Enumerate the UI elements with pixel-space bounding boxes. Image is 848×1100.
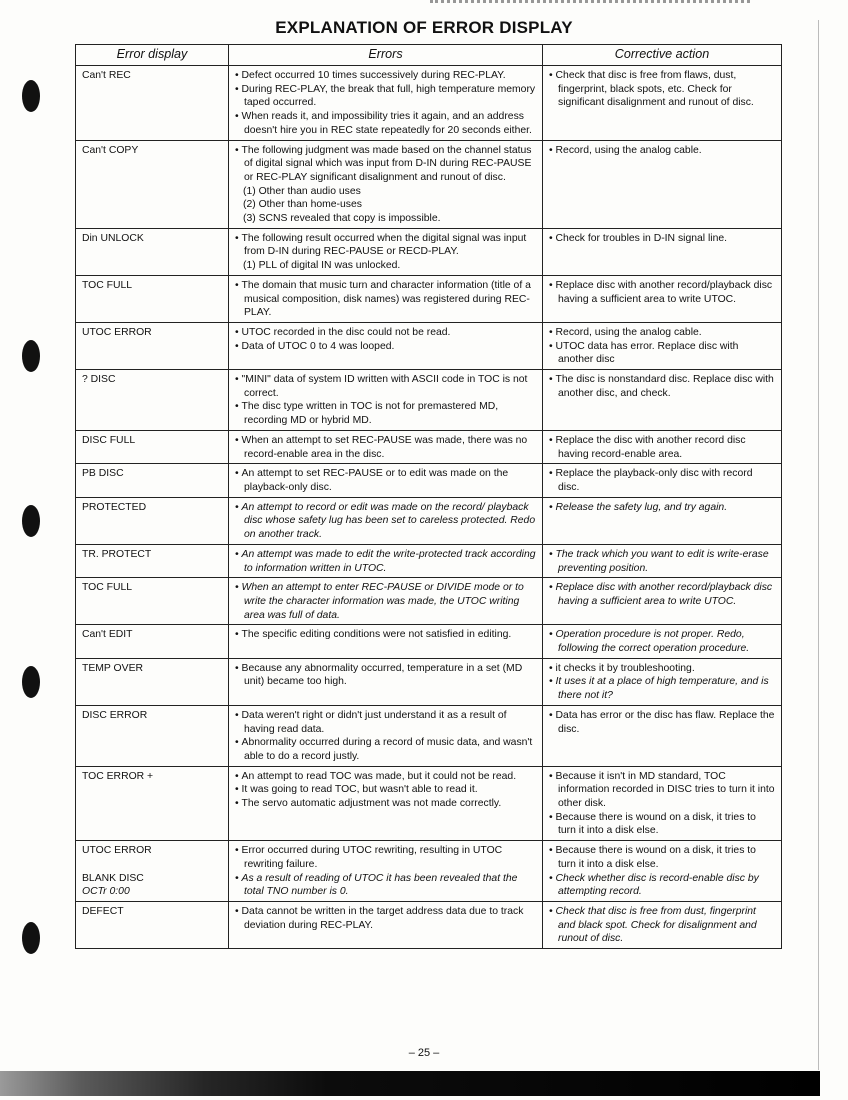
- corrective-action-cell: [543, 497, 782, 544]
- bullet-item: • It was going to read TOC, but wasn't able to read it.: [235, 783, 537, 797]
- bullet-item: • Because any abnormality occurred, temperature in a set (MD unit) became too high.: [235, 662, 537, 689]
- errors-cell: [229, 901, 543, 948]
- scan-artifact-top: [430, 0, 750, 9]
- bullet-item: • When an attempt to enter REC-PAUSE or DIVIDE mode or to write the character information was made, the UTOC writing area was full of data.: [235, 581, 537, 622]
- bullet-item: • Check that disc is free from flaws, dust, fingerprint, black spots, etc. Check for significant disalignment and runout of disc.: [549, 69, 776, 110]
- bullet-item: • UTOC data has error. Replace disc with another disc: [549, 340, 776, 367]
- errors-cell: [229, 705, 543, 766]
- error-display-cell: [76, 625, 229, 658]
- header-corrective-action: Corrective action: [543, 45, 782, 66]
- error-display-code: TEMP OVER: [82, 662, 144, 674]
- table-row: [76, 766, 782, 841]
- corrective-action-cell: [543, 140, 782, 228]
- corrective-action-cell: [543, 322, 782, 369]
- bullet-item: • The disc is nonstandard disc. Replace disc with another disc, and check.: [549, 373, 776, 400]
- bullet-item: • When an attempt to set REC-PAUSE was made, there was no record-enable area in the disc.: [235, 434, 537, 461]
- error-display-code: UTOC ERROR: [82, 326, 152, 338]
- error-display-cell: [76, 228, 229, 275]
- table-row: [76, 322, 782, 369]
- errors-cell: [229, 66, 543, 141]
- bullet-item: • When reads it, and impossibility tries it again, and an address doesn't hire you in REC state repeatedly for 20 seconds either.: [235, 110, 537, 137]
- table-row: [76, 625, 782, 658]
- errors-cell: [229, 464, 543, 497]
- corrective-action-cell: [543, 901, 782, 948]
- error-display-cell: [76, 140, 229, 228]
- error-display-table: [75, 44, 782, 949]
- bullet-item: • The specific editing conditions were not satisfied in editing.: [235, 628, 537, 642]
- errors-cell: [229, 625, 543, 658]
- error-display-code: TOC FULL: [82, 279, 133, 291]
- binder-hole: [22, 505, 40, 537]
- binder-hole: [22, 80, 40, 112]
- bullet-item: • The following result occurred when the digital signal was input from D-IN during REC-PAUSE or RECD-PLAY.: [235, 232, 537, 259]
- errors-cell: [229, 841, 543, 902]
- scan-artifact-right-edge: [818, 20, 819, 1070]
- bullet-item: • It uses it at a place of high temperature, and is there not it?: [549, 675, 776, 702]
- bullet-item: • Check for troubles in D-IN signal line.: [549, 232, 776, 246]
- error-display-code: DISC FULL: [82, 434, 136, 446]
- bullet-item: • it checks it by troubleshooting.: [549, 662, 776, 676]
- table-row: [76, 705, 782, 766]
- bullet-item: • An attempt to read TOC was made, but it could not be read.: [235, 770, 537, 784]
- error-display-code: UTOC ERROR: [82, 845, 152, 857]
- errors-cell: [229, 140, 543, 228]
- error-display-code: TR. PROTECT: [82, 548, 152, 560]
- page-title: EXPLANATION OF ERROR DISPLAY: [275, 18, 573, 37]
- table-row: [76, 228, 782, 275]
- header-error-display: Error display: [76, 45, 229, 66]
- header-errors: Errors: [229, 45, 543, 66]
- errors-cell: [229, 578, 543, 625]
- errors-cell: [229, 275, 543, 322]
- error-display-code: OCTr 0:00: [82, 886, 130, 898]
- table-header-row: [76, 45, 782, 66]
- bullet-item: • Data has error or the disc has flaw. Replace the disc.: [549, 709, 776, 736]
- corrective-action-cell: [543, 464, 782, 497]
- bullet-item: • Release the safety lug, and try again.: [549, 501, 776, 515]
- table-row: [76, 370, 782, 431]
- table-row: [76, 140, 782, 228]
- corrective-action-cell: [543, 544, 782, 577]
- error-display-cell: [76, 841, 229, 902]
- table-row: [76, 658, 782, 705]
- bullet-item: • Because it isn't in MD standard, TOC information recorded in DISC tries to turn it into other disk.: [549, 770, 776, 811]
- errors-cell: [229, 322, 543, 369]
- bullet-item: • The track which you want to edit is write-erase preventing position.: [549, 548, 776, 575]
- bullet-item: • Check that disc is free from dust, fingerprint and black spot. Check for disalignment and runout of disc.: [549, 905, 776, 946]
- sub-item: (2) Other than home-uses: [243, 199, 362, 211]
- errors-cell: [229, 430, 543, 463]
- table-row: [76, 464, 782, 497]
- error-display-code: TOC ERROR +: [82, 770, 154, 782]
- sub-item: (1) PLL of digital IN was unlocked.: [243, 260, 401, 272]
- corrective-action-cell: [543, 658, 782, 705]
- error-display-cell: [76, 370, 229, 431]
- bullet-item: • Because there is wound on a disk, it tries to turn it into a disk else.: [549, 811, 776, 838]
- error-display-cell: [76, 66, 229, 141]
- error-display-code: PB DISC: [82, 468, 124, 480]
- corrective-action-cell: [543, 228, 782, 275]
- bullet-item: • The disc type written in TOC is not for premastered MD, recording MD or hybrid MD.: [235, 400, 537, 427]
- corrective-action-cell: [543, 766, 782, 841]
- sub-item: (1) Other than audio uses: [243, 185, 361, 197]
- bullet-item: • Abnormality occurred during a record of music data, and wasn't able to do a record justly.: [235, 736, 537, 763]
- bullet-item: • UTOC recorded in the disc could not be read.: [235, 326, 537, 340]
- error-display-code: Can't COPY: [82, 144, 139, 156]
- table-row: [76, 544, 782, 577]
- bullet-item: • The domain that music turn and character information (title of a musical composition, disk names) was registered during REC-PLAY.: [235, 279, 537, 320]
- bullet-item: • The following judgment was made based on the channel status of digital signal which was input from D-IN during REC-PAUSE or REC-PLAY significant disalignment and runout of disc.: [235, 144, 537, 185]
- page-number: – 25 –: [408, 1047, 440, 1059]
- table-row: [76, 430, 782, 463]
- bullet-item: • The servo automatic adjustment was not made correctly.: [235, 797, 537, 811]
- bullet-item: • An attempt to set REC-PAUSE or to edit was made on the playback-only disc.: [235, 467, 537, 494]
- bullet-item: • Replace disc with another record/playback disc having a sufficient area to write UTOC.: [549, 279, 776, 306]
- error-display-code: Din UNLOCK: [82, 232, 144, 244]
- bullet-item: • Record, using the analog cable.: [549, 144, 776, 158]
- error-display-code: DISC ERROR: [82, 709, 148, 721]
- corrective-action-cell: [543, 430, 782, 463]
- bullet-item: • Data weren't right or didn't just understand it as a result of having read data.: [235, 709, 537, 736]
- corrective-action-cell: [543, 275, 782, 322]
- errors-cell: [229, 766, 543, 841]
- sub-item: (3) SCNS revealed that copy is impossible.: [243, 213, 441, 225]
- bullet-item: • An attempt was made to edit the write-protected track according to information written in UTOC.: [235, 548, 537, 575]
- scan-artifact-bottom-bar: [0, 1071, 820, 1096]
- corrective-action-cell: [543, 66, 782, 141]
- corrective-action-cell: [543, 841, 782, 902]
- error-display-cell: [76, 901, 229, 948]
- error-display-code: TOC FULL: [82, 582, 133, 594]
- error-display-code: Can't REC: [82, 70, 131, 81]
- bullet-item: • Replace disc with another record/playback disc having a sufficient area to write UTOC.: [549, 581, 776, 608]
- error-display-cell: [76, 766, 229, 841]
- error-display-cell: [76, 322, 229, 369]
- bullet-item: • Data of UTOC 0 to 4 was looped.: [235, 340, 537, 354]
- bullet-item: • "MINI" data of system ID written with ASCII code in TOC is not correct.: [235, 373, 537, 400]
- error-display-cell: [76, 578, 229, 625]
- error-display-cell: [76, 497, 229, 544]
- error-display-code: BLANK DISC: [82, 872, 144, 884]
- table-row: [76, 578, 782, 625]
- table-row: [76, 901, 782, 948]
- table-row: [76, 497, 782, 544]
- errors-cell: [229, 658, 543, 705]
- bullet-item: • Operation procedure is not proper. Redo, following the correct operation procedure.: [549, 628, 776, 655]
- table-body: [76, 66, 782, 949]
- error-display-cell: [76, 658, 229, 705]
- error-display-code: ? DISC: [82, 374, 116, 386]
- error-display-cell: [76, 705, 229, 766]
- binder-hole: [22, 922, 40, 954]
- error-display-code: DEFECT: [82, 905, 124, 917]
- error-display-code: [82, 858, 223, 872]
- error-display-cell: [76, 464, 229, 497]
- table-row: [76, 841, 782, 902]
- error-display-cell: [76, 275, 229, 322]
- binder-hole: [22, 666, 40, 698]
- errors-cell: [229, 544, 543, 577]
- error-display-cell: [76, 430, 229, 463]
- bullet-item: • Data cannot be written in the target address data due to track deviation during REC-PLAY.: [235, 905, 537, 932]
- corrective-action-cell: [543, 578, 782, 625]
- bullet-item: • Replace the playback-only disc with record disc.: [549, 467, 776, 494]
- bullet-item: • Check whether disc is record-enable disc by attempting record.: [549, 872, 776, 899]
- errors-cell: [229, 497, 543, 544]
- corrective-action-cell: [543, 705, 782, 766]
- errors-cell: [229, 370, 543, 431]
- bullet-item: • Error occurred during UTOC rewriting, resulting in UTOC rewriting failure.: [235, 844, 537, 871]
- bullet-item: • Because there is wound on a disk, it tries to turn it into a disk else.: [549, 844, 776, 871]
- bullet-item: • Record, using the analog cable.: [549, 326, 776, 340]
- table-row: [76, 66, 782, 141]
- error-display-cell: [76, 544, 229, 577]
- corrective-action-cell: [543, 625, 782, 658]
- error-display-code: PROTECTED: [82, 501, 147, 513]
- bullet-item: • An attempt to record or edit was made on the record/ playback disc whose safety lug has been set to careless protected. Redo on another track.: [235, 501, 537, 542]
- corrective-action-cell: [543, 370, 782, 431]
- bullet-item: • Defect occurred 10 times successively during REC-PLAY.: [235, 69, 537, 83]
- table-row: [76, 275, 782, 322]
- binder-hole: [22, 340, 40, 372]
- error-display-code: Can't EDIT: [82, 629, 133, 641]
- bullet-item: • As a result of reading of UTOC it has been revealed that the total TNO number is 0.: [235, 872, 537, 899]
- errors-cell: [229, 228, 543, 275]
- bullet-item: • Replace the disc with another record disc having record-enable area.: [549, 434, 776, 461]
- bullet-item: • During REC-PLAY, the break that full, high temperature memory taped occurred.: [235, 83, 537, 110]
